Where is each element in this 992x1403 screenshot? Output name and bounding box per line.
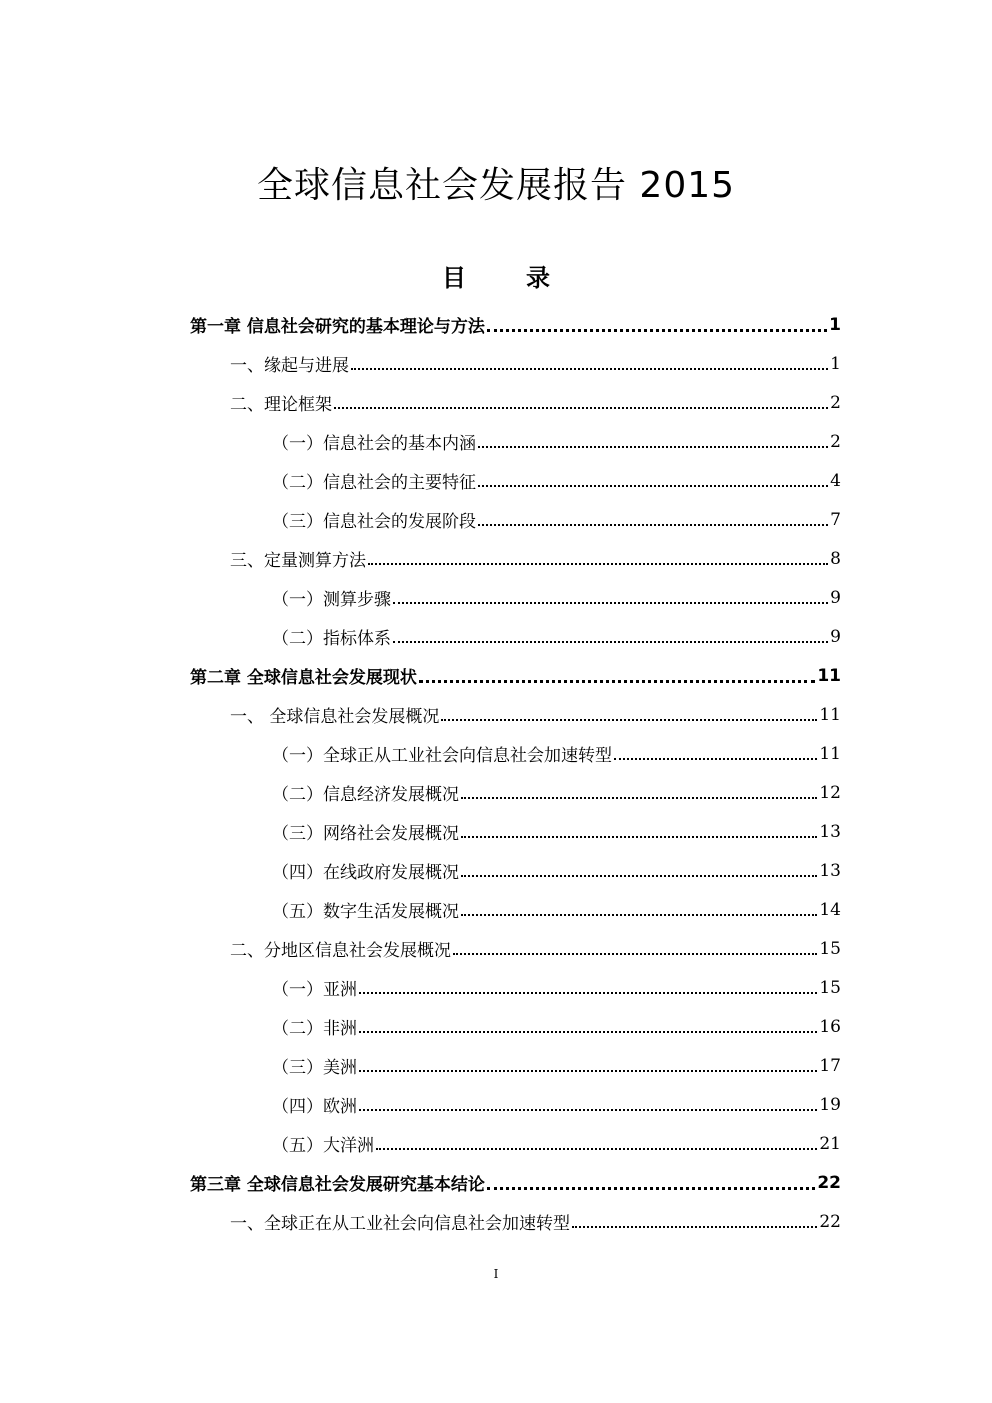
- toc-entry-label: 一、 全球信息社会发展概况: [230, 707, 440, 727]
- toc-entry-page-number: 14: [819, 899, 841, 920]
- toc-subsection-entry[interactable]: [0, 890, 992, 929]
- toc-entry-page-number: 21: [819, 1133, 841, 1154]
- toc-entry-label: 二、分地区信息社会发展概况: [230, 941, 451, 961]
- toc-subsection-entry[interactable]: [0, 1124, 992, 1163]
- toc-dot-leader: [441, 718, 817, 721]
- toc-entry-page-number: 13: [819, 860, 841, 881]
- toc-subsection-entry[interactable]: [0, 851, 992, 890]
- toc-dot-leader: [359, 1030, 817, 1033]
- toc-entry-label: 二、理论框架: [230, 395, 332, 415]
- toc-subsection-entry[interactable]: [0, 500, 992, 539]
- toc-subsection-entry[interactable]: [0, 617, 992, 656]
- toc-entry-page-number: 17: [819, 1055, 841, 1076]
- toc-entry-label: 第一章 信息社会研究的基本理论与方法: [190, 317, 485, 337]
- toc-entry-label: （二）非洲: [272, 1019, 357, 1039]
- toc-section-entry[interactable]: [0, 1202, 992, 1241]
- toc-dot-leader: [393, 601, 828, 604]
- toc-heading-char-2: 录: [526, 264, 550, 292]
- toc-chapter-entry[interactable]: [0, 656, 992, 695]
- toc-subsection-entry[interactable]: [0, 461, 992, 500]
- toc-dot-leader: [487, 328, 827, 332]
- toc-entry-page-number: 1: [829, 314, 841, 335]
- toc-entry-label: （五）数字生活发展概况: [272, 902, 459, 922]
- toc-dot-leader: [461, 874, 817, 877]
- toc-entry-page-number: 1: [830, 353, 841, 374]
- table-of-contents: [0, 305, 992, 1241]
- toc-dot-leader: [487, 1186, 815, 1190]
- toc-entry-label: 第二章 全球信息社会发展现状: [190, 668, 417, 688]
- toc-entry-label: （一）测算步骤: [272, 590, 391, 610]
- toc-entry-page-number: 22: [817, 1172, 841, 1193]
- toc-entry-label: （三）美洲: [272, 1058, 357, 1078]
- toc-entry-page-number: 19: [819, 1094, 841, 1115]
- toc-entry-label: （三）信息社会的发展阶段: [272, 512, 476, 532]
- toc-section-entry[interactable]: [0, 929, 992, 968]
- toc-entry-page-number: 16: [819, 1016, 841, 1037]
- toc-section-entry[interactable]: [0, 539, 992, 578]
- toc-section-entry[interactable]: [0, 344, 992, 383]
- toc-dot-leader: [393, 640, 828, 643]
- toc-dot-leader: [478, 445, 828, 448]
- toc-entry-page-number: 7: [830, 509, 841, 530]
- toc-entry-page-number: 11: [819, 743, 841, 764]
- toc-dot-leader: [368, 562, 828, 565]
- toc-entry-page-number: 2: [830, 431, 841, 452]
- toc-dot-leader: [359, 1069, 817, 1072]
- footer-page-number: I: [493, 1267, 499, 1281]
- toc-subsection-entry[interactable]: [0, 773, 992, 812]
- toc-entry-label: （四）欧洲: [272, 1097, 357, 1117]
- toc-section-entry[interactable]: [0, 695, 992, 734]
- toc-dot-leader: [461, 913, 817, 916]
- toc-dot-leader: [478, 523, 828, 526]
- toc-entry-label: 一、缘起与进展: [230, 356, 349, 376]
- toc-entry-page-number: 15: [819, 977, 841, 998]
- toc-entry-label: 三、定量测算方法: [230, 551, 366, 571]
- toc-subsection-entry[interactable]: [0, 734, 992, 773]
- toc-entry-page-number: 8: [830, 548, 841, 569]
- toc-entry-label: （一）全球正从工业社会向信息社会加速转型: [272, 746, 612, 766]
- toc-entry-label: 一、全球正在从工业社会向信息社会加速转型: [230, 1214, 570, 1234]
- toc-entry-page-number: 11: [817, 665, 841, 686]
- toc-entry-label: （二）指标体系: [272, 629, 391, 649]
- toc-heading: [0, 262, 992, 294]
- toc-dot-leader: [376, 1147, 817, 1150]
- toc-subsection-entry[interactable]: [0, 422, 992, 461]
- toc-dot-leader: [461, 835, 817, 838]
- toc-dot-leader: [478, 484, 828, 487]
- toc-subsection-entry[interactable]: [0, 1046, 992, 1085]
- toc-entry-label: （二）信息社会的主要特征: [272, 473, 476, 493]
- toc-entry-page-number: 9: [830, 626, 841, 647]
- toc-dot-leader: [614, 757, 817, 760]
- toc-heading-char-1: 目: [442, 264, 466, 292]
- toc-entry-label: （五）大洋洲: [272, 1136, 374, 1156]
- toc-dot-leader: [359, 991, 817, 994]
- toc-entry-page-number: 2: [830, 392, 841, 413]
- toc-entry-page-number: 13: [819, 821, 841, 842]
- toc-dot-leader: [334, 406, 828, 409]
- toc-dot-leader: [351, 367, 828, 370]
- toc-entry-label: （四）在线政府发展概况: [272, 863, 459, 883]
- toc-entry-page-number: 11: [819, 704, 841, 725]
- toc-entry-label: （一）信息社会的基本内涵: [272, 434, 476, 454]
- toc-dot-leader: [419, 679, 815, 683]
- toc-entry-page-number: 9: [830, 587, 841, 608]
- document-title: 全球信息社会发展报告 2015: [256, 165, 736, 206]
- toc-subsection-entry[interactable]: [0, 578, 992, 617]
- toc-section-entry[interactable]: [0, 383, 992, 422]
- toc-entry-page-number: 12: [819, 782, 841, 803]
- toc-subsection-entry[interactable]: [0, 1085, 992, 1124]
- toc-chapter-entry[interactable]: [0, 305, 992, 344]
- toc-entry-page-number: 22: [819, 1211, 841, 1232]
- toc-subsection-entry[interactable]: [0, 812, 992, 851]
- toc-entry-label: （三）网络社会发展概况: [272, 824, 459, 844]
- toc-entry-label: （一）亚洲: [272, 980, 357, 1000]
- toc-chapter-entry[interactable]: [0, 1163, 992, 1202]
- toc-dot-leader: [461, 796, 817, 799]
- toc-entry-page-number: 15: [819, 938, 841, 959]
- toc-entry-label: （二）信息经济发展概况: [272, 785, 459, 805]
- toc-subsection-entry[interactable]: [0, 968, 992, 1007]
- toc-subsection-entry[interactable]: [0, 1007, 992, 1046]
- toc-dot-leader: [453, 952, 817, 955]
- toc-dot-leader: [359, 1108, 817, 1111]
- toc-dot-leader: [572, 1225, 817, 1228]
- toc-entry-label: 第三章 全球信息社会发展研究基本结论: [190, 1175, 485, 1195]
- toc-entry-page-number: 4: [830, 470, 841, 491]
